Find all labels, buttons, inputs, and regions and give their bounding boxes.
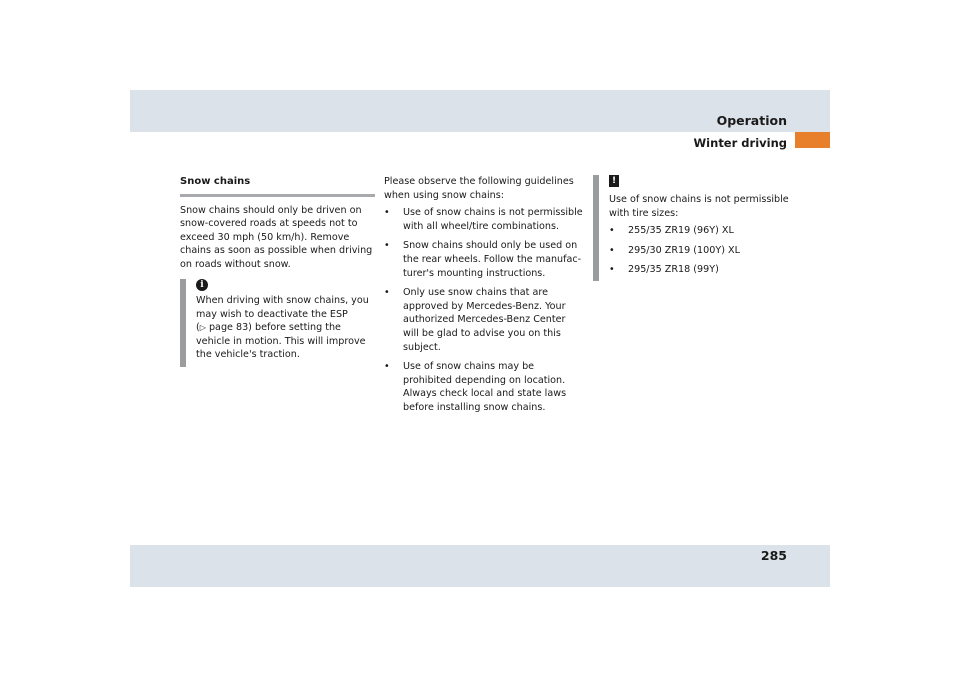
tire-size: 295/35 ZR18 (99Y)	[628, 264, 719, 276]
info-icon: i	[196, 279, 208, 291]
warning-icon: !	[609, 175, 619, 187]
list-item	[609, 224, 793, 238]
page-number: 285	[760, 548, 787, 563]
list-item	[384, 360, 584, 414]
bullet-icon: •	[384, 361, 390, 373]
tire-size: 295/30 ZR19 (100Y) XL	[628, 244, 740, 256]
list-item-text: Use of snow chains is not permissible with all wheel/tire combinations.	[403, 207, 583, 232]
snow-chains-body: Snow chains should only be driven on snow-covered roads at speeds not to exceed 30 mph (50 km/h). Remove chains as soon as possible when driving on roads without snow.	[180, 204, 373, 270]
warning-note	[593, 175, 793, 281]
guidelines-intro: Please observe the following guidelines when using snow chains:	[384, 176, 574, 201]
warning-intro: Use of snow chains is not permissible with tire sizes:	[609, 194, 789, 219]
bullet-icon: •	[384, 240, 390, 252]
info-note-bar	[180, 279, 186, 367]
section-title: Operation	[716, 113, 787, 128]
list-item-text: Use of snow chains may be prohibited depending on location. Always check local and state laws before installing snow chains.	[403, 361, 567, 413]
info-note-text-part2: page 83) before setting the vehicle in motion. This will improve the vehicle's traction.	[196, 322, 366, 361]
tire-size-list	[609, 224, 793, 277]
subsection-title: Winter driving	[693, 136, 787, 150]
bullet-icon: •	[384, 287, 390, 299]
list-item	[384, 206, 584, 233]
guidelines-column	[384, 175, 584, 421]
info-note-open-paren: (	[196, 322, 200, 334]
list-item	[384, 239, 584, 280]
guidelines-list	[384, 206, 584, 414]
bullet-icon: •	[384, 207, 390, 219]
snow-chains-heading: Snow chains	[180, 176, 251, 187]
list-item	[384, 286, 584, 354]
list-item-text: Only use snow chains that are approved by Mercedes-Benz. Your authorized Mercedes-Benz Center will be glad to advise you on this subject.	[403, 287, 566, 353]
page-reference-arrow-icon: ▷	[199, 323, 206, 333]
info-note	[180, 279, 375, 367]
info-note-text-part1: When driving with snow chains, you may wish to deactivate the ESP	[196, 295, 369, 320]
list-item	[609, 244, 793, 258]
heading-divider	[180, 194, 375, 197]
bullet-icon: •	[609, 264, 615, 276]
bullet-icon: •	[609, 225, 615, 237]
bullet-icon: •	[609, 244, 615, 256]
section-tab-marker	[795, 132, 830, 148]
info-note-text	[196, 294, 376, 362]
warning-note-bar	[593, 175, 599, 281]
list-item	[609, 263, 793, 277]
list-item-text: Snow chains should only be used on the rear wheels. Follow the manufac-turer's mounting instructions.	[403, 240, 582, 279]
footer-band	[130, 545, 830, 587]
tire-size: 255/35 ZR19 (96Y) XL	[628, 225, 734, 237]
snow-chains-column	[180, 175, 375, 272]
